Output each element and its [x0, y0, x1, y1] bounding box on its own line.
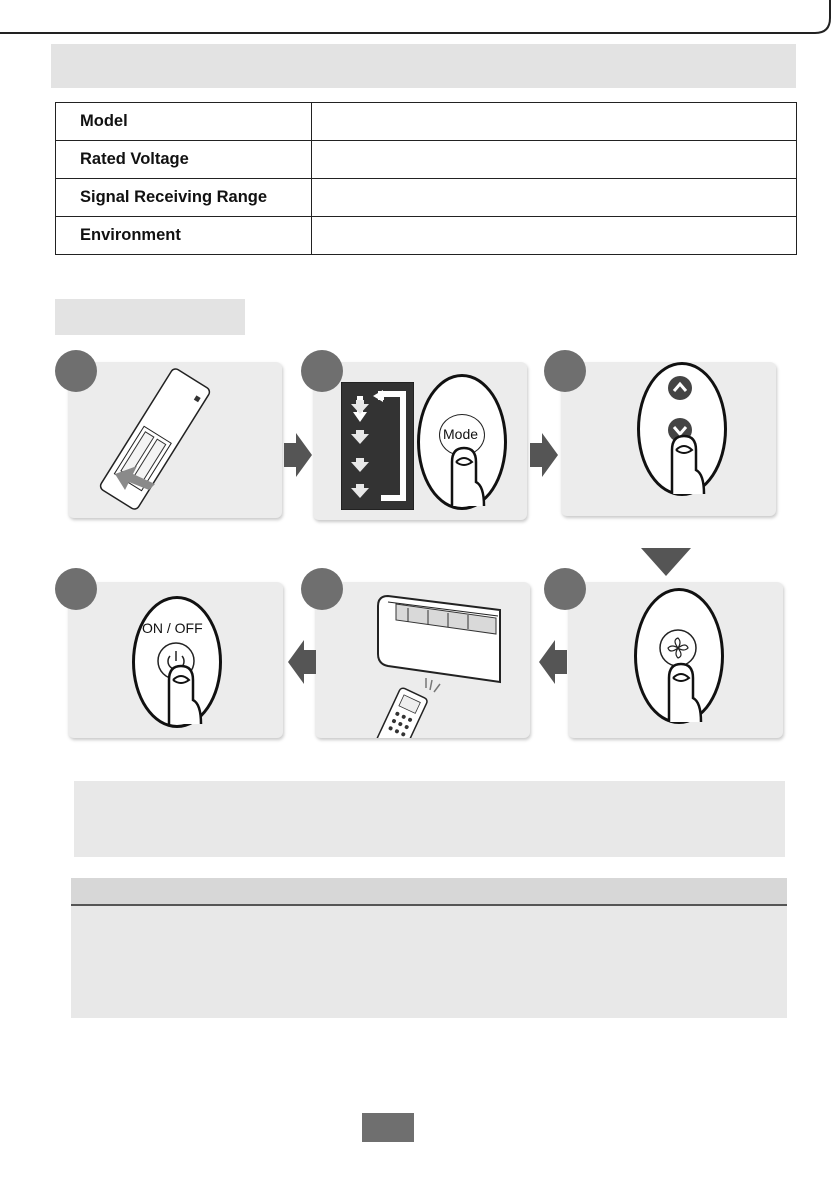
spec-label-rated-voltage: Rated Voltage — [56, 141, 312, 179]
arrow-down-icon — [641, 548, 691, 578]
step-4-badge — [544, 568, 586, 610]
mode-cycle-icon — [341, 382, 414, 510]
remote-aim-at-unit-icon — [368, 592, 518, 738]
caution-header — [71, 878, 787, 906]
finger-icon — [446, 446, 486, 508]
specifications-table — [55, 102, 797, 255]
arrow-right-icon — [530, 433, 558, 477]
table-row — [56, 179, 797, 217]
finger-icon — [163, 664, 203, 726]
page-number-badge — [362, 1113, 414, 1142]
caution-box — [71, 878, 787, 1018]
step-3-badge — [544, 350, 586, 392]
note-box — [74, 781, 785, 857]
table-row — [56, 141, 797, 179]
step-2-badge — [301, 350, 343, 392]
on-off-label: ON / OFF — [142, 620, 203, 636]
table-row — [56, 103, 797, 141]
spec-value-signal-range — [312, 179, 797, 217]
arrow-left-icon — [288, 640, 316, 684]
arrow-left-icon — [539, 640, 567, 684]
table-row — [56, 217, 797, 255]
mode-button-label: Mode — [443, 426, 479, 442]
arrow-right-icon — [284, 433, 312, 477]
step-6-badge — [55, 568, 97, 610]
operation-section-tab — [55, 299, 245, 335]
spec-label-signal-range: Signal Receiving Range — [56, 179, 312, 217]
step-5-badge — [301, 568, 343, 610]
spec-value-rated-voltage — [312, 141, 797, 179]
section-header-bar — [51, 44, 796, 88]
finger-icon — [663, 662, 703, 724]
spec-label-environment: Environment — [56, 217, 312, 255]
crop-mark — [0, 0, 839, 40]
spec-label-model: Model — [56, 103, 312, 141]
finger-icon — [666, 434, 706, 496]
spec-value-environment — [312, 217, 797, 255]
remote-battery-insert-icon — [85, 366, 225, 512]
spec-value-model — [312, 103, 797, 141]
